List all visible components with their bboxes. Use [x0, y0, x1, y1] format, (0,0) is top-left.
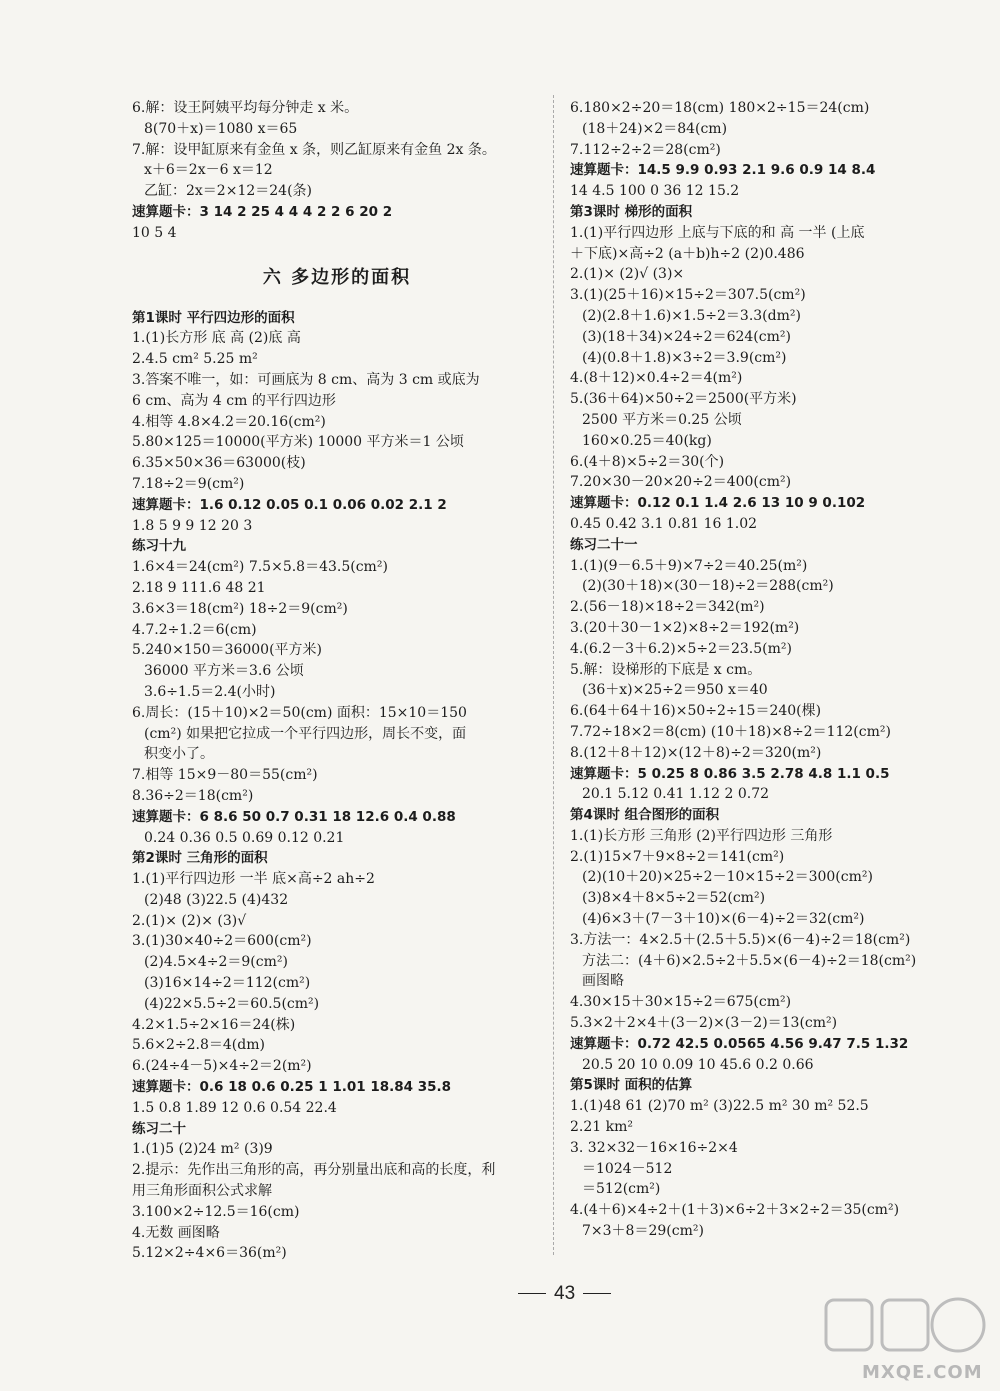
left-answer-line: 10 5 4	[132, 224, 177, 241]
right-heading-line: 速算题卡：0.72 42.5 0.0565 4.56 9.47 7.5 1.32	[570, 1035, 909, 1052]
right-answer-line: (18＋24)×2＝84(cm)	[582, 120, 728, 137]
left-answer-line: 36000 平方米＝3.6 公顷	[144, 663, 304, 680]
left-answer-line: (4)22×5.5÷2＝60.5(cm²)	[144, 995, 320, 1012]
right-answer-line: (4)6×3＋(7－3＋10)×(6－4)÷2＝32(cm²)	[582, 911, 865, 928]
right-answer-line: ＝512(cm²)	[582, 1181, 661, 1198]
right-answer-line: 6.(4＋8)×5÷2＝30(个)	[570, 453, 725, 470]
right-heading-line: 速算题卡：5 0.25 8 0.86 3.5 2.78 4.8 1.1 0.5	[570, 765, 890, 782]
left-heading-line: 速算题卡：6 8.6 50 0.7 0.31 18 12.6 0.4 0.88	[132, 808, 456, 825]
right-answer-line: (3)(18＋34)×24÷2＝624(cm²)	[582, 328, 791, 345]
left-answer-line: 5.6×2÷2.8＝4(dm)	[132, 1037, 265, 1054]
right-answer-line: ＋下底)×高÷2 (a＋b)h÷2 (2)0.486	[570, 245, 805, 262]
left-answer-line: 1.6×4＝24(cm²) 7.5×5.8＝43.5(cm²)	[132, 559, 388, 576]
left-answer-line: 6.(24÷4－5)×4÷2＝2(m²)	[132, 1058, 312, 1075]
left-answer-line: 3.6×3＝18(cm²) 18÷2＝9(cm²)	[132, 600, 348, 617]
left-heading-line: 速算题卡：3 14 2 25 4 4 4 2 2 6 20 2	[132, 203, 393, 220]
right-answer-line: (4)(0.8＋1.8)×3÷2＝3.9(cm²)	[582, 349, 787, 366]
right-answer-line: 6.180×2÷20＝18(cm) 180×2÷15＝24(cm)	[570, 100, 870, 116]
page-dash-right	[583, 1293, 611, 1294]
right-answer-line: 4.(6.2－3＋6.2)×5÷2＝23.5(m²)	[570, 640, 792, 657]
right-answer-line: 2500 平方米＝0.25 公顷	[582, 411, 742, 428]
right-heading-line: 第5课时 面积的估算	[570, 1077, 693, 1094]
right-answer-line: 3.(20＋30－1×2)×8÷2＝192(m²)	[570, 619, 800, 636]
page-number	[510, 1283, 619, 1305]
left-heading-line: 练习十九	[132, 538, 186, 555]
right-answer-line: 3.方法一：4×2.5＋(2.5＋5.5)×(6－4)÷2＝18(cm²)	[570, 931, 911, 948]
right-answer-line: 画图略	[582, 973, 624, 990]
right-answer-line: 4.30×15＋30×15÷2＝675(cm²)	[570, 994, 792, 1011]
right-heading-line: 第4课时 组合图形的面积	[570, 807, 720, 824]
left-answer-line: 6.周长：(15＋10)×2＝50(cm) 面积：15×10＝150	[132, 704, 467, 721]
left-answer-line: 1.(1)长方形 底 高 (2)底 高	[132, 330, 301, 347]
left-answer-line: 7.相等 15×9－80＝55(cm²)	[132, 767, 318, 784]
right-answer-line: 7.112÷2÷2＝28(cm²)	[570, 141, 721, 158]
left-answer-line: 2.(1)× (2)× (3)√	[132, 912, 247, 929]
right-answer-line: 20.1 5.12 0.41 1.12 2 0.72	[582, 786, 770, 803]
left-answer-line: (2)48 (3)22.5 (4)432	[144, 891, 289, 908]
left-answer-line: (3)16×14÷2＝112(cm²)	[144, 975, 311, 992]
left-heading-line: 第2课时 三角形的面积	[132, 850, 268, 867]
right-answer-line: 4.(8＋12)×0.4÷2＝4(m²)	[570, 370, 743, 387]
right-answer-line: 8.(12＋8＋12)×(12＋8)÷2＝320(m²)	[570, 744, 822, 761]
right-answer-line: 5.解：设梯形的下底是 x cm。	[570, 661, 762, 678]
right-answer-line: (3)8×4＋8×5÷2＝52(cm²)	[582, 890, 766, 907]
right-heading-line: 第3课时 梯形的面积	[570, 203, 693, 220]
right-heading-line: 练习二十一	[570, 536, 638, 553]
right-answer-line: 7×3＋8＝29(cm²)	[582, 1223, 704, 1240]
left-answer-line: 2.18 9 111.6 48 21	[132, 579, 266, 596]
right-answer-line: 7.20×30－20×20÷2＝400(cm²)	[570, 474, 792, 491]
left-answer-line: 4.无数 画图略	[132, 1224, 220, 1241]
watermark-url: MXQE.COM	[862, 1362, 983, 1383]
left-answer-line: 5.240×150＝36000(平方米)	[132, 642, 322, 659]
right-answer-line: 1.(1)平行四边形 上底与下底的和 高 一半 (上底	[570, 224, 865, 241]
left-answer-line: x＋6＝2x－6 x＝12	[144, 162, 273, 179]
left-answer-line: 1.(1)平行四边形 一半 底×高÷2 ah÷2	[132, 871, 375, 888]
left-answer-line: 8(70＋x)＝1080 x＝65	[144, 120, 298, 137]
left-answer-line: 7.解：设甲缸原来有金鱼 x 条，则乙缸原来有金鱼 2x 条。	[132, 141, 496, 158]
left-answer-line: 3.100×2÷12.5＝16(cm)	[132, 1203, 300, 1220]
right-answer-line: 0.45 0.42 3.1 0.81 16 1.02	[570, 515, 758, 532]
left-answer-line: (2)4.5×4÷2＝9(cm²)	[144, 954, 288, 971]
right-answer-line: (2)(2.8＋1.6)×1.5÷2＝3.3(dm²)	[582, 307, 801, 324]
left-heading-line: 练习二十	[132, 1120, 186, 1137]
left-heading-line: 第1课时 平行四边形的面积	[132, 309, 295, 326]
right-answer-line: 2.21 km²	[570, 1119, 633, 1136]
right-answer-line: 14 4.5 100 0 36 12 15.2	[570, 183, 740, 200]
left-answer-line: 4.7.2÷1.2＝6(cm)	[132, 621, 257, 638]
left-answer-line: 1.5 0.8 1.89 12 0.6 0.54 22.4	[132, 1099, 337, 1116]
right-answer-line: (2)(10＋20)×25÷2－10×15÷2＝300(cm²)	[582, 869, 873, 886]
left-answer-line: 0.24 0.36 0.5 0.69 0.12 0.21	[144, 829, 345, 846]
right-answer-line: 160×0.25＝40(kg)	[582, 432, 712, 449]
left-answer-line: 3.(1)30×40÷2＝600(cm²)	[132, 933, 312, 950]
column-divider	[553, 95, 554, 1255]
left-column	[132, 98, 542, 1264]
right-answer-line: 20.5 20 10 0.09 10 45.6 0.2 0.66	[582, 1056, 814, 1073]
right-column	[570, 98, 980, 1242]
left-answer-line: 3.答案不唯一，如：可画底为 8 cm、高为 3 cm 或底为	[132, 371, 480, 388]
right-answer-line: 6.(64＋64＋16)×50÷2÷15＝240(棵)	[570, 703, 822, 720]
page-dash-left	[518, 1293, 546, 1294]
left-answer-line: 积变小了。	[144, 746, 214, 763]
left-answer-line: 2.提示：先作出三角形的高，再分别量出底和高的长度，利	[132, 1162, 496, 1179]
right-answer-line: 1.(1)48 61 (2)70 m² (3)22.5 m² 30 m² 52.5	[570, 1098, 869, 1115]
left-answer-line: 1.8 5 9 9 12 20 3	[132, 517, 253, 534]
left-answer-line: 6 cm、高为 4 cm 的平行四边形	[132, 392, 336, 409]
left-answer-line: (cm²) 如果把它拉成一个平行四边形，周长不变，面	[144, 725, 467, 742]
left-answer-line: 5.80×125＝10000(平方米) 10000 平方米＝1 公顷	[132, 434, 464, 451]
left-answer-line: 1.(1)5 (2)24 m² (3)9	[132, 1141, 273, 1158]
right-heading-line: 速算题卡：14.5 9.9 0.93 2.1 9.6 0.9 14 8.4	[570, 162, 876, 179]
right-answer-line: 2.(1)15×7＋9×8÷2＝141(cm²)	[570, 848, 785, 865]
right-answer-line: 1.(1)长方形 三角形 (2)平行四边形 三角形	[570, 827, 833, 844]
left-heading-line: 速算题卡：1.6 0.12 0.05 0.1 0.06 0.02 2.1 2	[132, 496, 447, 513]
left-answer-line: 4.2×1.5÷2×16＝24(株)	[132, 1016, 296, 1033]
section-heading: 六 多边形的面积	[262, 266, 412, 288]
left-answer-line: 6.35×50×36＝63000(枝)	[132, 455, 306, 472]
right-heading-line: 速算题卡：0.12 0.1 1.4 2.6 13 10 9 0.102	[570, 495, 866, 512]
left-answer-line: 6.解：设王阿姨平均每分钟走 x 米。	[132, 100, 359, 116]
right-answer-line: 2.(1)× (2)√ (3)×	[570, 266, 685, 283]
right-answer-line: (2)(30＋18)×(30－18)÷2＝288(cm²)	[582, 578, 834, 595]
right-answer-line: 7.72÷18×2＝8(cm) (10＋18)×8÷2＝112(cm²)	[570, 723, 891, 740]
left-answer-line: 用三角形面积公式求解	[132, 1183, 272, 1200]
right-answer-line: 方法二：(4＋6)×2.5÷2＋5.5×(6－4)÷2＝18(cm²)	[582, 952, 917, 969]
right-answer-line: 3. 32×32－16×16÷2×4	[570, 1139, 738, 1156]
left-answer-line: 2.4.5 cm² 5.25 m²	[132, 351, 258, 368]
left-answer-line: 8.36÷2＝18(cm²)	[132, 787, 254, 804]
left-heading-line: 速算题卡：0.6 18 0.6 0.25 1 1.01 18.84 35.8	[132, 1079, 452, 1096]
right-answer-line: 3.(1)(25＋16)×15÷2＝307.5(cm²)	[570, 287, 806, 304]
right-answer-line: 1.(1)(9－6.5＋9)×7÷2＝40.25(m²)	[570, 557, 808, 574]
right-answer-line: ＝1024－512	[582, 1160, 673, 1177]
left-answer-line: 3.6÷1.5＝2.4(小时)	[144, 683, 276, 700]
right-answer-line: (36＋x)×25÷2＝950 x＝40	[582, 682, 768, 699]
left-answer-line: 4.相等 4.8×4.2＝20.16(cm²)	[132, 413, 326, 430]
left-answer-line: 乙缸：2x＝2×12＝24(条)	[144, 183, 312, 200]
right-answer-line: 5.3×2＋2×4＋(3－2)×(3－2)＝13(cm²)	[570, 1015, 838, 1032]
left-answer-line: 5.12×2÷4×6＝36(m²)	[132, 1245, 287, 1262]
right-answer-line: 4.(4＋6)×4÷2＋(1＋3)×6÷2＋3×2÷2＝35(cm²)	[570, 1202, 900, 1219]
page-number-text: 43	[554, 1283, 576, 1304]
left-answer-line: 7.18÷2＝9(cm²)	[132, 475, 245, 492]
right-answer-line: 5.(36＋64)×50÷2＝2500(平方米)	[570, 391, 797, 408]
right-answer-line: 2.(56－18)×18÷2＝342(m²)	[570, 599, 765, 616]
